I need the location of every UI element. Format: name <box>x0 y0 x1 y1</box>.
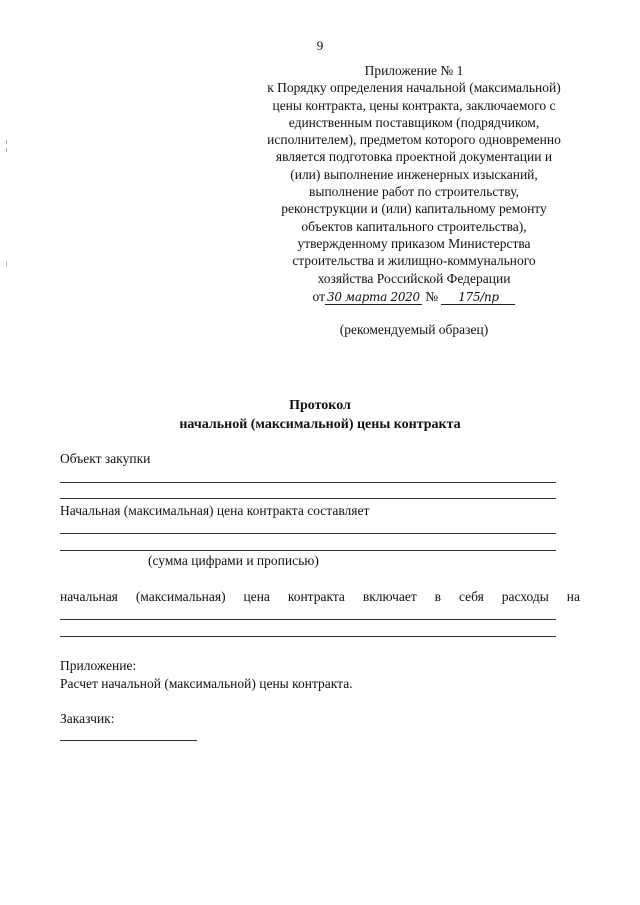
appendix-line: строительства и жилищно-коммунального <box>292 253 536 269</box>
includes-word: контракта <box>287 589 345 604</box>
includes-word: начальная <box>60 589 118 604</box>
customer-label: Заказчик: <box>60 711 115 726</box>
appendix-line: к Порядку определения начальной (максимальной) <box>267 80 561 96</box>
title-line-2: начальной (максимальной) цены контракта <box>179 417 461 432</box>
object-label: Объект закупки <box>60 451 151 466</box>
price-fill-line <box>60 550 556 551</box>
number-label: № <box>425 288 439 304</box>
includes-word: себя <box>458 589 484 604</box>
handwritten-date: 30 марта 2020 <box>326 289 420 304</box>
page-number: 9 <box>316 38 324 53</box>
margin-mark <box>6 140 7 144</box>
sum-hint: (сумма цифрами и прописью) <box>148 553 319 568</box>
margin-mark <box>6 262 7 266</box>
appendix-line: исполнителем), предметом которого одновременно <box>267 132 561 148</box>
document-title <box>0 396 640 434</box>
appendix-line: является подготовка проектной документации и <box>275 149 553 165</box>
includes-word: в <box>434 589 442 604</box>
includes-fill-line <box>60 619 556 620</box>
object-fill-line <box>60 482 556 483</box>
appendix-line: реконструкции и (или) капитальному ремонту <box>281 201 547 217</box>
price-includes-line <box>60 589 580 605</box>
includes-word: расходы <box>501 589 549 604</box>
attachment-label: Приложение: <box>60 658 137 673</box>
appendix-line: (или) выполнение инженерных изысканий, <box>290 166 538 182</box>
appendix-line: хозяйства Российской Федерации <box>317 270 511 286</box>
includes-fill-line <box>60 636 556 637</box>
appendix-line: единственным поставщиком (подрядчиком, <box>288 114 540 130</box>
object-fill-line <box>60 498 556 499</box>
margin-mark <box>6 148 7 152</box>
appendix-line: объектов капитального строительства), <box>301 218 527 234</box>
appendix-title: Приложение № 1 <box>364 63 464 78</box>
attachment-text: Расчет начальной (максимальной) цены контракта. <box>60 676 353 691</box>
from-label: от <box>312 288 325 304</box>
order-signature-line <box>228 288 600 305</box>
appendix-line: утвержденному приказом Министерства <box>297 235 531 251</box>
includes-word: на <box>566 589 580 604</box>
includes-word: (максимальная) <box>135 589 226 604</box>
includes-word: включает <box>362 589 417 604</box>
handwritten-order-number: 175/пр <box>441 290 515 305</box>
recommended-sample-note: (рекомендуемый образец) <box>339 322 489 337</box>
customer-signature-line <box>60 740 197 741</box>
price-label: Начальная (максимальная) цена контракта составляет <box>60 503 370 518</box>
appendix-line: выполнение работ по строительству, <box>309 184 519 200</box>
includes-word: цена <box>243 589 270 604</box>
price-fill-line <box>60 533 556 534</box>
title-line-1: Протокол <box>289 398 351 413</box>
appendix-line: цены контракта, цены контракта, заключаемого с <box>272 97 556 113</box>
appendix-block <box>228 62 600 305</box>
